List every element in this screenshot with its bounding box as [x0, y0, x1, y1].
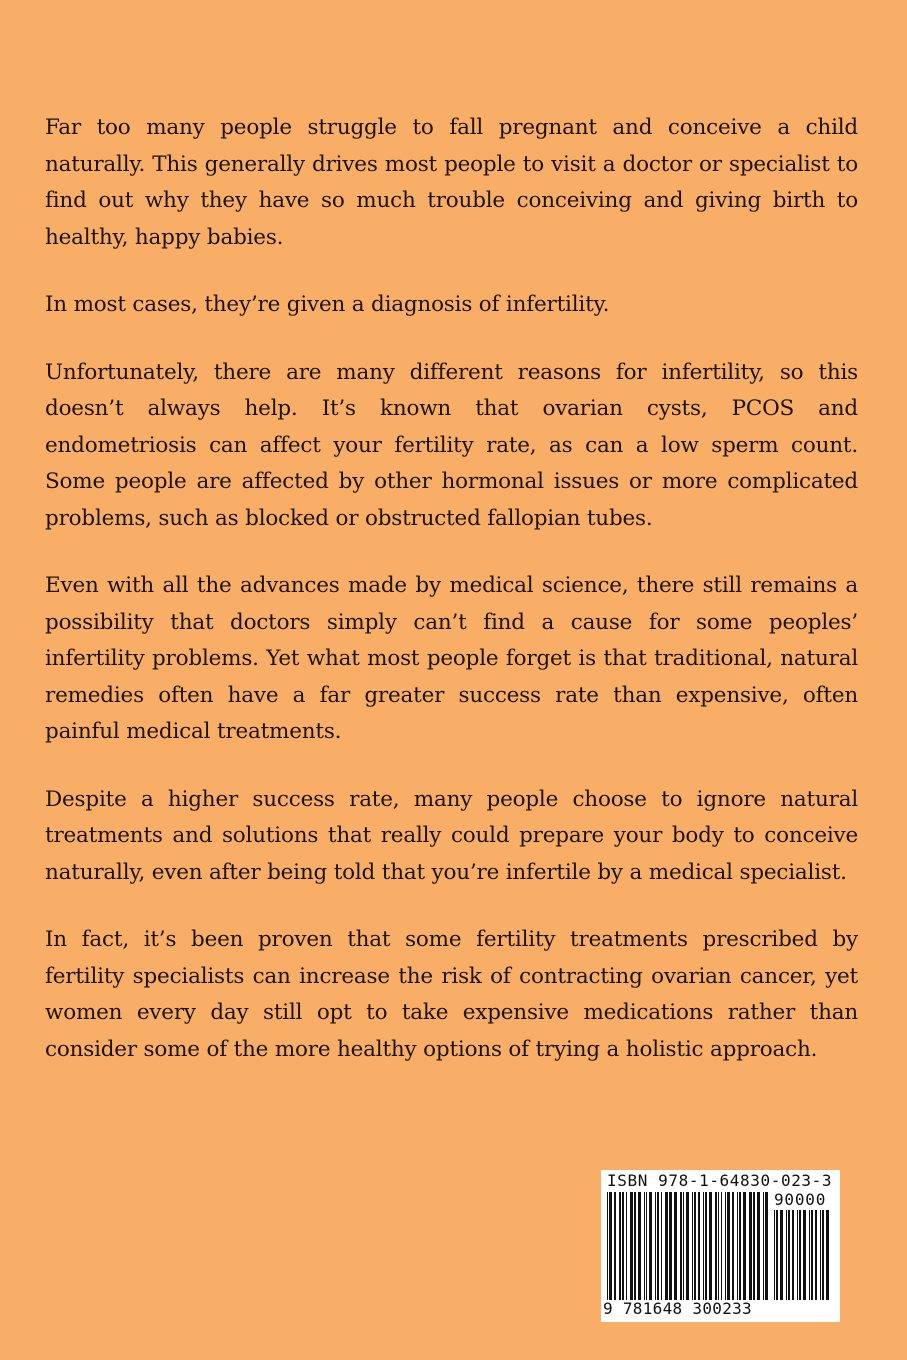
barcode-bar	[788, 1210, 790, 1300]
barcode-bar	[749, 1192, 752, 1300]
barcode-bar	[826, 1210, 829, 1300]
barcode-bar	[646, 1192, 647, 1300]
barcode-bar	[665, 1192, 668, 1300]
barcode-bar	[786, 1210, 787, 1300]
barcode-bar	[622, 1192, 624, 1300]
barcode-bar	[634, 1192, 636, 1300]
barcode-bar	[638, 1192, 641, 1300]
barcode-bars-icon	[607, 1192, 769, 1300]
isbn-barcode	[601, 1170, 840, 1322]
barcode-bar	[809, 1210, 810, 1300]
barcode-bar	[692, 1192, 693, 1300]
barcode-bar	[683, 1192, 684, 1300]
barcode-bar	[739, 1192, 741, 1300]
barcode-bar	[765, 1192, 768, 1300]
barcode-bar	[614, 1192, 616, 1300]
barcode-bar	[763, 1192, 764, 1300]
barcode-bar	[727, 1192, 730, 1300]
ean-digits: 9 781648 300233	[603, 1299, 752, 1318]
barcode-bar	[753, 1192, 755, 1300]
barcode-bar	[698, 1192, 700, 1300]
blurb-paragraph-4: Even with all the advances made by medical science, there still remains a possibility that doctors simply can’t find a cause for some peoples’ infertility problems. Yet what most people forget is that traditional, natural remedies often have a far greater success rate than expensive, often painful medical treatments.	[45, 573, 858, 744]
blurb-paragraph-2: In most cases, they’re given a diagnosis of infertility.	[45, 292, 610, 317]
barcode-bar	[757, 1192, 760, 1300]
barcode-bar	[718, 1192, 719, 1300]
barcode-bar	[820, 1210, 821, 1300]
barcode-bar	[705, 1192, 707, 1300]
barcode-bar	[657, 1192, 659, 1300]
barcode-bar	[822, 1210, 824, 1300]
barcode-bar	[792, 1210, 794, 1300]
barcode-bar	[626, 1192, 627, 1300]
barcode-addon-digits: 90000	[774, 1190, 827, 1209]
barcode-bar	[609, 1192, 612, 1300]
barcode-bar	[715, 1192, 717, 1300]
barcode-bar	[797, 1210, 798, 1300]
blurb-paragraph-3: Unfortunately, there are many different reasons for infertility, so this doesn’t always help. It’s known that ovarian cysts, PCOS and endometriosis can affect your fertility rate, as can a low sperm count. Some people are affected by other hormonal issues or more complicated problems, such as blocked or obstructed fallopian tubes.	[45, 359, 858, 531]
barcode-bar	[661, 1192, 662, 1300]
back-cover-blurb	[45, 110, 858, 1099]
barcode-bar	[780, 1210, 783, 1300]
barcode-bar	[815, 1210, 817, 1300]
barcode-bar	[669, 1192, 672, 1300]
barcode-bar	[680, 1192, 682, 1300]
barcode-bar	[686, 1192, 689, 1300]
barcode-bar	[703, 1192, 704, 1300]
barcode-bar	[725, 1192, 726, 1300]
barcode-bar	[737, 1192, 738, 1300]
isbn-label: ISBN 978-1-64830-023-3	[607, 1171, 833, 1190]
barcode-bar	[709, 1192, 712, 1300]
barcode-bar	[607, 1192, 608, 1300]
blurb-paragraph-5: Despite a higher success rate, many people choose to ignore natural treatments and solutions that really could prepare your body to conceive naturally, even after being told that you’re infertile by a medical specialist.	[45, 786, 858, 885]
barcode-bar	[630, 1192, 633, 1300]
barcode-bar	[776, 1210, 778, 1300]
barcode-bar	[721, 1192, 722, 1300]
barcode-addon-bars-icon	[774, 1210, 834, 1300]
barcode-bar	[655, 1192, 656, 1300]
barcode-bar	[644, 1192, 645, 1300]
blurb-paragraph-1: Far too many people struggle to fall pregnant and conceive a child naturally. This generally drives most people to visit a doctor or specialist to find out why they have so much trouble conceiving and giving birth to healthy, happy babies.	[45, 115, 858, 250]
barcode-bar	[799, 1210, 801, 1300]
barcode-bar	[619, 1192, 621, 1300]
barcode-bar	[743, 1192, 746, 1300]
barcode-bar	[732, 1192, 734, 1300]
barcode-bar	[803, 1210, 806, 1300]
barcode-bar	[811, 1210, 813, 1300]
barcode-bar	[649, 1192, 652, 1300]
blurb-paragraph-6: In fact, it’s been proven that some fertility treatments prescribed by fertility specialists can increase the risk of contracting ovarian cancer, yet women every day still opt to take expensive medications rather than consider some of the more healthy options of trying a holistic approach.	[45, 927, 858, 1062]
barcode-bar	[774, 1210, 775, 1300]
barcode-bar	[694, 1192, 696, 1300]
barcode-bar	[674, 1192, 677, 1300]
